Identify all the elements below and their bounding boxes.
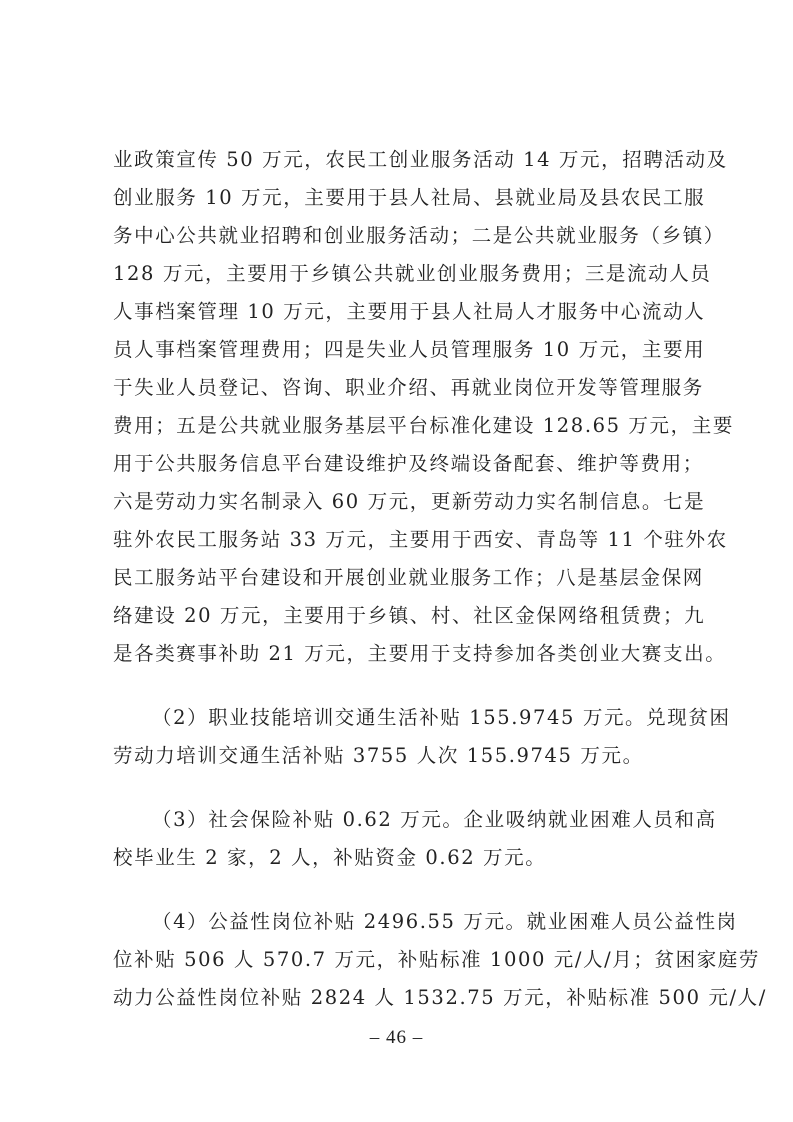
paragraph-heading-line: （4）公益性岗位补贴 2496.55 万元。就业困难人员公益性岗 — [152, 910, 738, 933]
text-line: 驻外农民工服务站 33 万元，主要用于西安、青岛等 11 个驻外农 — [113, 528, 728, 551]
text-line: 于失业人员登记、咨询、职业介绍、再就业岗位开发等管理服务 — [113, 376, 704, 399]
text-line: 用于公共服务信息平台建设维护及终端设备配套、维护等费用； — [113, 452, 704, 475]
page-number: – 46 – — [369, 1027, 424, 1048]
text-line: 民工服务站平台建设和开展创业就业服务工作；八是基层金保网 — [113, 566, 704, 589]
text-line: 校毕业生 2 家，2 人，补贴资金 0.62 万元。 — [113, 846, 547, 869]
text-line: 业政策宣传 50 万元，农民工创业服务活动 14 万元，招聘活动及 — [113, 148, 728, 171]
text-line: 位补贴 506 人 570.7 万元，补贴标准 1000 元/人/月；贫困家庭劳 — [113, 948, 761, 971]
text-line: 动力公益性岗位补贴 2824 人 1532.75 万元，补贴标准 500 元/人/ — [113, 986, 767, 1009]
text-line: 员人事档案管理费用；四是失业人员管理服务 10 万元，主要用 — [113, 338, 706, 361]
text-line: 费用；五是公共就业服务基层平台标准化建设 128.65 万元，主要 — [113, 414, 734, 437]
text-line: 络建设 20 万元，主要用于乡镇、村、社区金保网络租赁费；九 — [113, 604, 706, 627]
text-line: 人事档案管理 10 万元，主要用于县人社局人才服务中心流动人 — [113, 300, 706, 323]
text-line: 务中心公共就业招聘和创业服务活动；二是公共就业服务（乡镇） — [113, 224, 725, 247]
text-line: 六是劳动力实名制录入 60 万元，更新劳动力实名制信息。七是 — [113, 490, 706, 513]
text-line: 128 万元，主要用于乡镇公共就业创业服务费用；三是流动人员 — [113, 262, 712, 285]
paragraph-heading-line: （2）职业技能培训交通生活补贴 155.9745 万元。兑现贫困 — [152, 706, 731, 729]
text-line: 是各类赛事补助 21 万元，主要用于支持参加各类创业大赛支出。 — [113, 642, 727, 665]
paragraph-heading-line: （3）社会保险补贴 0.62 万元。企业吸纳就业困难人员和高 — [152, 808, 717, 831]
text-line: 创业服务 10 万元，主要用于县人社局、县就业局及县农民工服 — [113, 186, 706, 209]
text-line: 劳动力培训交通生活补贴 3755 人次 155.9745 万元。 — [113, 744, 644, 767]
